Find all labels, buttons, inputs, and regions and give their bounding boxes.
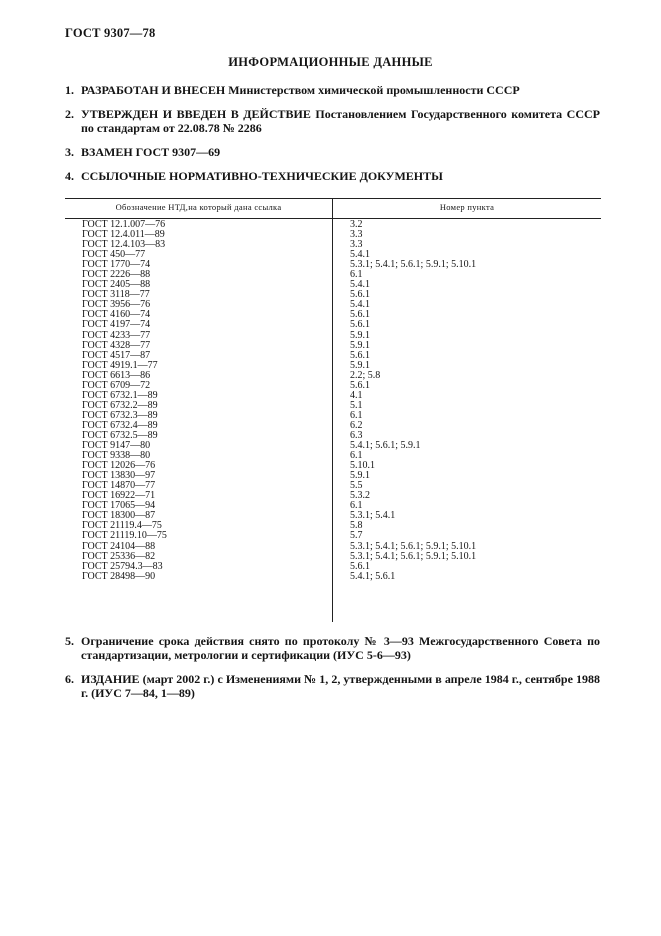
document-designation: ГОСТ 6613—86 <box>82 369 151 381</box>
document-designation: ГОСТ 450—77 <box>82 249 146 261</box>
table-row <box>65 320 601 330</box>
clause-number: 5.4.1; 5.6.1 <box>350 570 396 582</box>
clause-number: 6.1 <box>350 450 363 462</box>
document-designation: ГОСТ 6732.2—89 <box>82 399 158 411</box>
page-title: ИНФОРМАЦИОННЫЕ ДАННЫЕ <box>228 55 433 69</box>
clause-number: 5.3.1; 5.4.1; 5.6.1; 5.9.1; 5.10.1 <box>350 540 477 552</box>
clause-number: 6.1 <box>350 269 363 281</box>
document-designation: ГОСТ 25336—82 <box>82 550 156 562</box>
clause-number: 6.2 <box>350 419 363 431</box>
document-designation: ГОСТ 4919.1—77 <box>82 359 158 371</box>
table-header <box>65 198 601 219</box>
clause-number: 5.4.1; 5.6.1; 5.9.1 <box>350 440 421 452</box>
document-designation: ГОСТ 6732.1—89 <box>82 389 158 401</box>
document-designation: ГОСТ 21119.10—75 <box>82 530 167 542</box>
clause-number: 5.9.1 <box>350 359 370 371</box>
item-number: 3. <box>65 145 74 159</box>
item-text: Постановлением Государственного комитета СССР по стандартам от 22.08.78 № 2286 <box>81 107 600 135</box>
document-designation: ГОСТ 12026—76 <box>82 460 156 472</box>
item-number: 1. <box>65 83 74 97</box>
document-designation: ГОСТ 16922—71 <box>82 490 156 502</box>
info-item-1 <box>65 83 600 97</box>
document-designation: ГОСТ 25794.3—83 <box>82 560 163 572</box>
document-designation: ГОСТ 4160—74 <box>82 309 151 321</box>
clause-number: 5.3.1; 5.4.1; 5.6.1; 5.9.1; 5.10.1 <box>350 259 477 271</box>
document-designation: ГОСТ 4328—77 <box>82 339 151 351</box>
info-item-5 <box>65 634 600 662</box>
clause-number: 5.6.1 <box>350 309 370 321</box>
document-designation: ГОСТ 6732.4—89 <box>82 419 158 431</box>
document-designation: ГОСТ 12.4.103—83 <box>82 239 166 251</box>
column-header-document: Обозначение НТД,на который дана ссылка <box>115 202 282 212</box>
document-designation: ГОСТ 12.1.007—76 <box>82 219 166 230</box>
item-lead: ВЗАМЕН ГОСТ 9307—69 <box>81 145 221 159</box>
clause-number: 5.3.1; 5.4.1; 5.6.1; 5.9.1; 5.10.1 <box>350 550 477 562</box>
item-text: (март 2002 г.) с Изменениями № 1, 2, утвержденными в апреле 1984 г., сентябре 1988 г. (ИУС 7—84, 1—89) <box>81 672 600 700</box>
item-number: 4. <box>65 169 74 183</box>
clause-number: 2.2; 5.8 <box>350 369 381 381</box>
clause-number: 6.1 <box>350 409 363 421</box>
document-designation: ГОСТ 9147—80 <box>82 440 151 452</box>
document-designation: ГОСТ 4517—87 <box>82 349 151 361</box>
document-code: ГОСТ 9307—78 <box>65 26 156 40</box>
document-designation: ГОСТ 6732.5—89 <box>82 429 158 441</box>
item-text: Ограничение срока действия снято по протоколу № 3—93 Межгосударственного Совета по стандартизации, метрологии и сертификации (ИУС 5-6—93) <box>81 634 600 662</box>
info-item-4 <box>65 169 600 183</box>
info-item-2 <box>65 107 600 135</box>
item-lead: ССЫЛОЧНЫЕ НОРМАТИВНО-ТЕХНИЧЕСКИЕ ДОКУМЕНТЫ <box>81 169 443 183</box>
clause-number: 5.4.1 <box>350 249 370 261</box>
clause-number: 5.6.1 <box>350 289 370 301</box>
info-item-6 <box>65 672 600 700</box>
document-designation: ГОСТ 14870—77 <box>82 480 156 492</box>
document-designation: ГОСТ 12.4.011—89 <box>82 229 165 241</box>
clause-number: 5.7 <box>350 530 363 542</box>
clause-number: 5.3.1; 5.4.1 <box>350 510 396 522</box>
clause-number: 5.6.1 <box>350 319 370 331</box>
clause-number: 5.8 <box>350 520 363 532</box>
clause-number: 3.3 <box>350 229 363 241</box>
clause-number: 5.5 <box>350 480 363 492</box>
document-designation: ГОСТ 18300—87 <box>82 510 156 522</box>
document-designation: ГОСТ 2226—88 <box>82 269 151 281</box>
table-row <box>65 531 601 541</box>
document-designation: ГОСТ 4233—77 <box>82 329 151 341</box>
document-designation: ГОСТ 24104—88 <box>82 540 156 552</box>
clause-number: 6.3 <box>350 429 363 441</box>
item-number: 6. <box>65 672 74 686</box>
document-designation: ГОСТ 1770—74 <box>82 259 151 271</box>
document-designation: ГОСТ 3956—76 <box>82 299 151 311</box>
info-item-3 <box>65 145 600 159</box>
reference-documents-table <box>65 198 601 582</box>
clause-number: 5.6.1 <box>350 349 370 361</box>
clause-number: 5.9.1 <box>350 329 370 341</box>
table-row <box>65 572 601 582</box>
item-number: 2. <box>65 107 74 121</box>
clause-number: 3.2 <box>350 219 363 230</box>
document-designation: ГОСТ 4197—74 <box>82 319 151 331</box>
document-designation: ГОСТ 2405—88 <box>82 279 151 291</box>
item-lead: ИЗДАНИЕ <box>81 672 140 686</box>
clause-number: 3.3 <box>350 239 363 251</box>
clause-number: 5.9.1 <box>350 339 370 351</box>
clause-number: 5.6.1 <box>350 379 370 391</box>
item-text: Министерством химической промышленности СССР <box>225 83 520 97</box>
clause-number: 5.10.1 <box>350 460 375 472</box>
document-designation: ГОСТ 6709—72 <box>82 379 151 391</box>
clause-number: 5.3.2 <box>350 490 370 502</box>
document-designation: ГОСТ 13830—97 <box>82 470 156 482</box>
document-designation: ГОСТ 17065—94 <box>82 500 156 512</box>
clause-number: 5.4.1 <box>350 279 370 291</box>
document-designation: ГОСТ 28498—90 <box>82 570 156 582</box>
document-designation: ГОСТ 21119.4—75 <box>82 520 162 532</box>
table-row <box>65 240 601 250</box>
column-header-clause: Номер пункта <box>439 202 495 212</box>
clause-number: 4.1 <box>350 389 363 401</box>
item-lead: РАЗРАБОТАН И ВНЕСЕН <box>81 83 226 97</box>
document-designation: ГОСТ 3118—77 <box>82 289 150 301</box>
clause-number: 5.1 <box>350 399 363 411</box>
document-designation: ГОСТ 9338—80 <box>82 450 151 462</box>
item-number: 5. <box>65 634 74 648</box>
item-lead: УТВЕРЖДЕН И ВВЕДЕН В ДЕЙСТВИЕ <box>81 107 311 121</box>
document-designation: ГОСТ 6732.3—89 <box>82 409 158 421</box>
clause-number: 5.9.1 <box>350 470 370 482</box>
clause-number: 6.1 <box>350 500 363 512</box>
clause-number: 5.6.1 <box>350 560 370 572</box>
clause-number: 5.4.1 <box>350 299 370 311</box>
table-body <box>65 219 601 582</box>
